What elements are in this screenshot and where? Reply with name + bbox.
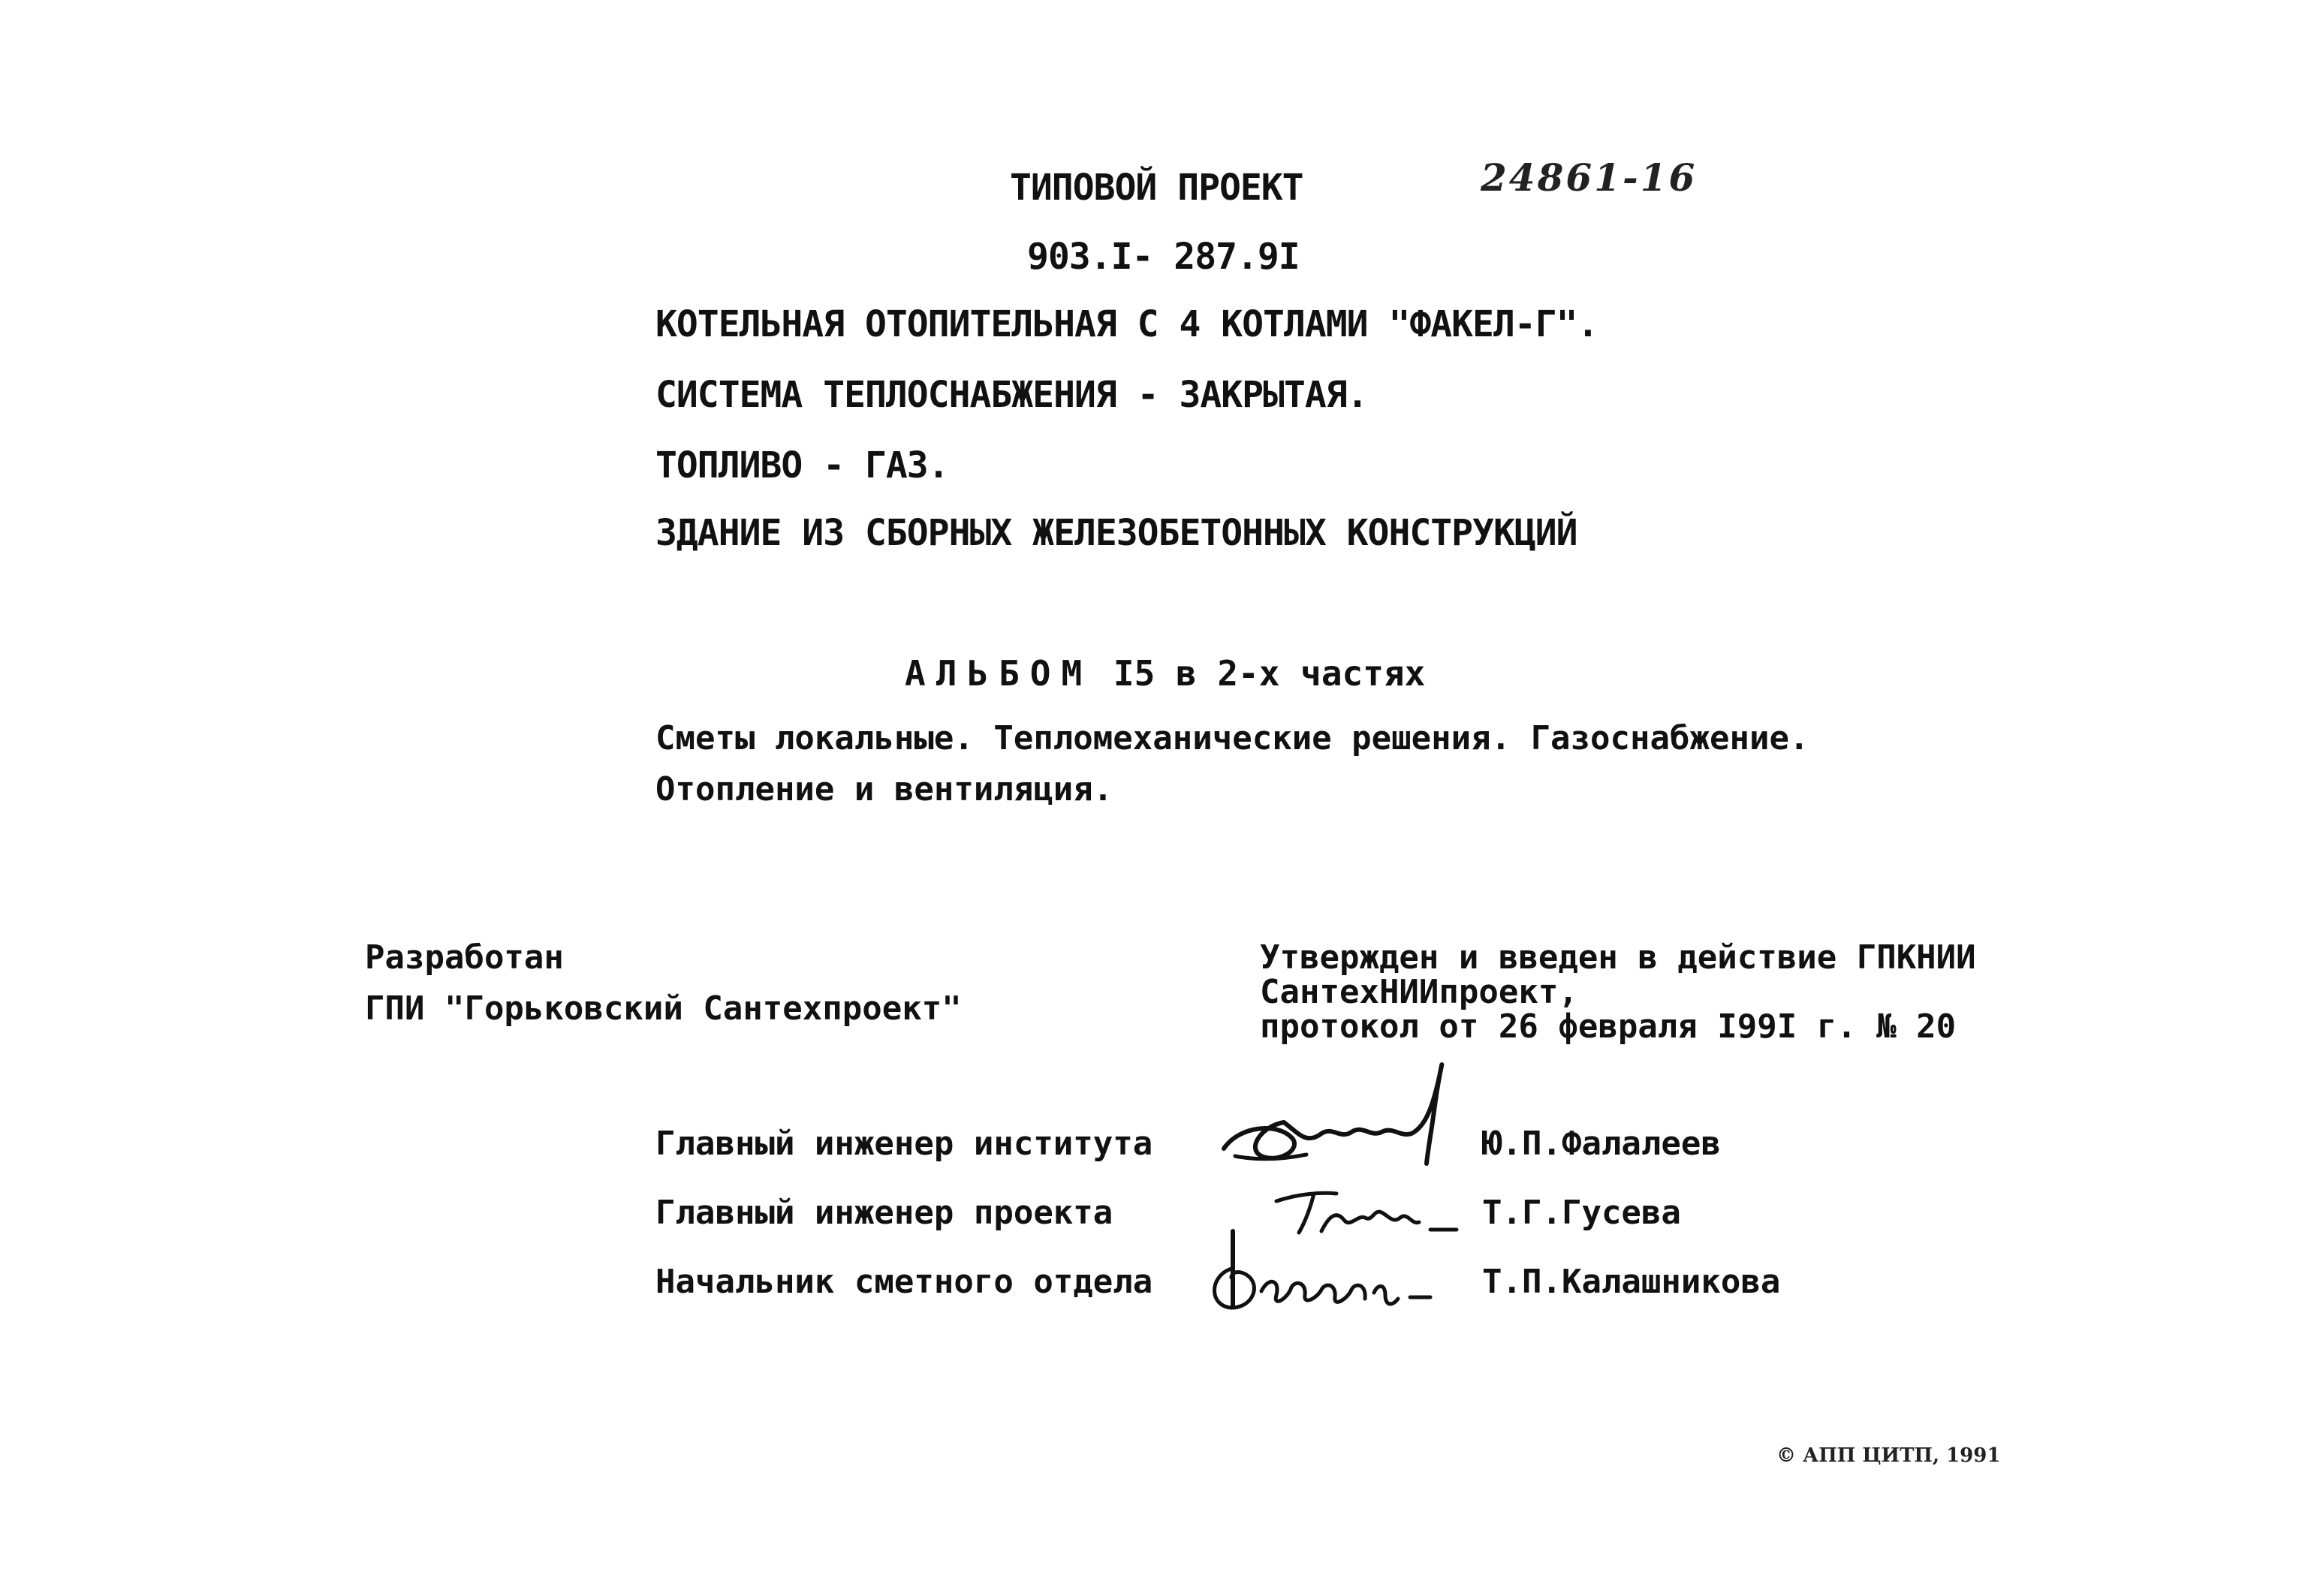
- project-type-title: ТИПОВОЙ ПРОЕКТ: [1010, 167, 1303, 209]
- signatory-name-1: Ю.П.Фалалеев: [1482, 1125, 1721, 1163]
- approval-line-3: протокол от 26 февраля I99I г. № 20: [1260, 1007, 1957, 1046]
- handwritten-project-number: 24861-16: [1481, 155, 1698, 200]
- developer-organization: ГПИ "Горьковский Сантехпроект": [365, 989, 962, 1028]
- signatory-name-2: Т.Г.Гусева: [1482, 1194, 1681, 1232]
- approval-line-2: СантехНИИпроект,: [1260, 973, 1578, 1011]
- signature-1: [1209, 1051, 1464, 1179]
- album-heading: [905, 653, 1426, 694]
- description-line-3: ТОПЛИВО - ГАЗ.: [655, 444, 949, 486]
- description-line-2: СИСТЕМА ТЕПЛОСНАБЖЕНИЯ - ЗАКРЫТАЯ.: [655, 374, 1368, 416]
- album-word: АЛЬБОМ: [905, 653, 1093, 694]
- contents-line-2: Отопление и вентиляция.: [655, 770, 1113, 809]
- approval-line-1: Утвержден и введен в действие ГПКНИИ: [1260, 938, 1976, 977]
- signature-3: [1201, 1224, 1442, 1329]
- signatory-position-2: Главный инженер проекта: [655, 1194, 1113, 1232]
- project-code: 903.I- 287.9I: [1027, 236, 1300, 278]
- contents-line-1: Сметы локальные. Тепломеханические решения. Газоснабжение.: [655, 719, 1809, 757]
- copyright-note: © АПП ЦИТП, 1991: [1776, 1444, 2001, 1467]
- signatory-position-3: Начальник сметного отдела: [655, 1263, 1153, 1301]
- description-line-1: КОТЕЛЬНАЯ ОТОПИТЕЛЬНАЯ С 4 КОТЛАМИ "ФАКЕЛ-Г".: [655, 303, 1598, 345]
- developed-label: Разработан: [365, 938, 564, 977]
- description-line-4: ЗДАНИЕ ИЗ СБОРНЫХ ЖЕЛЕЗОБЕТОННЫХ КОНСТРУКЦИЙ: [655, 512, 1577, 554]
- album-details: I5 в 2-х частях: [1113, 653, 1426, 694]
- signatory-name-3: Т.П.Калашникова: [1482, 1263, 1781, 1301]
- signatory-position-1: Главный инженер института: [655, 1125, 1153, 1163]
